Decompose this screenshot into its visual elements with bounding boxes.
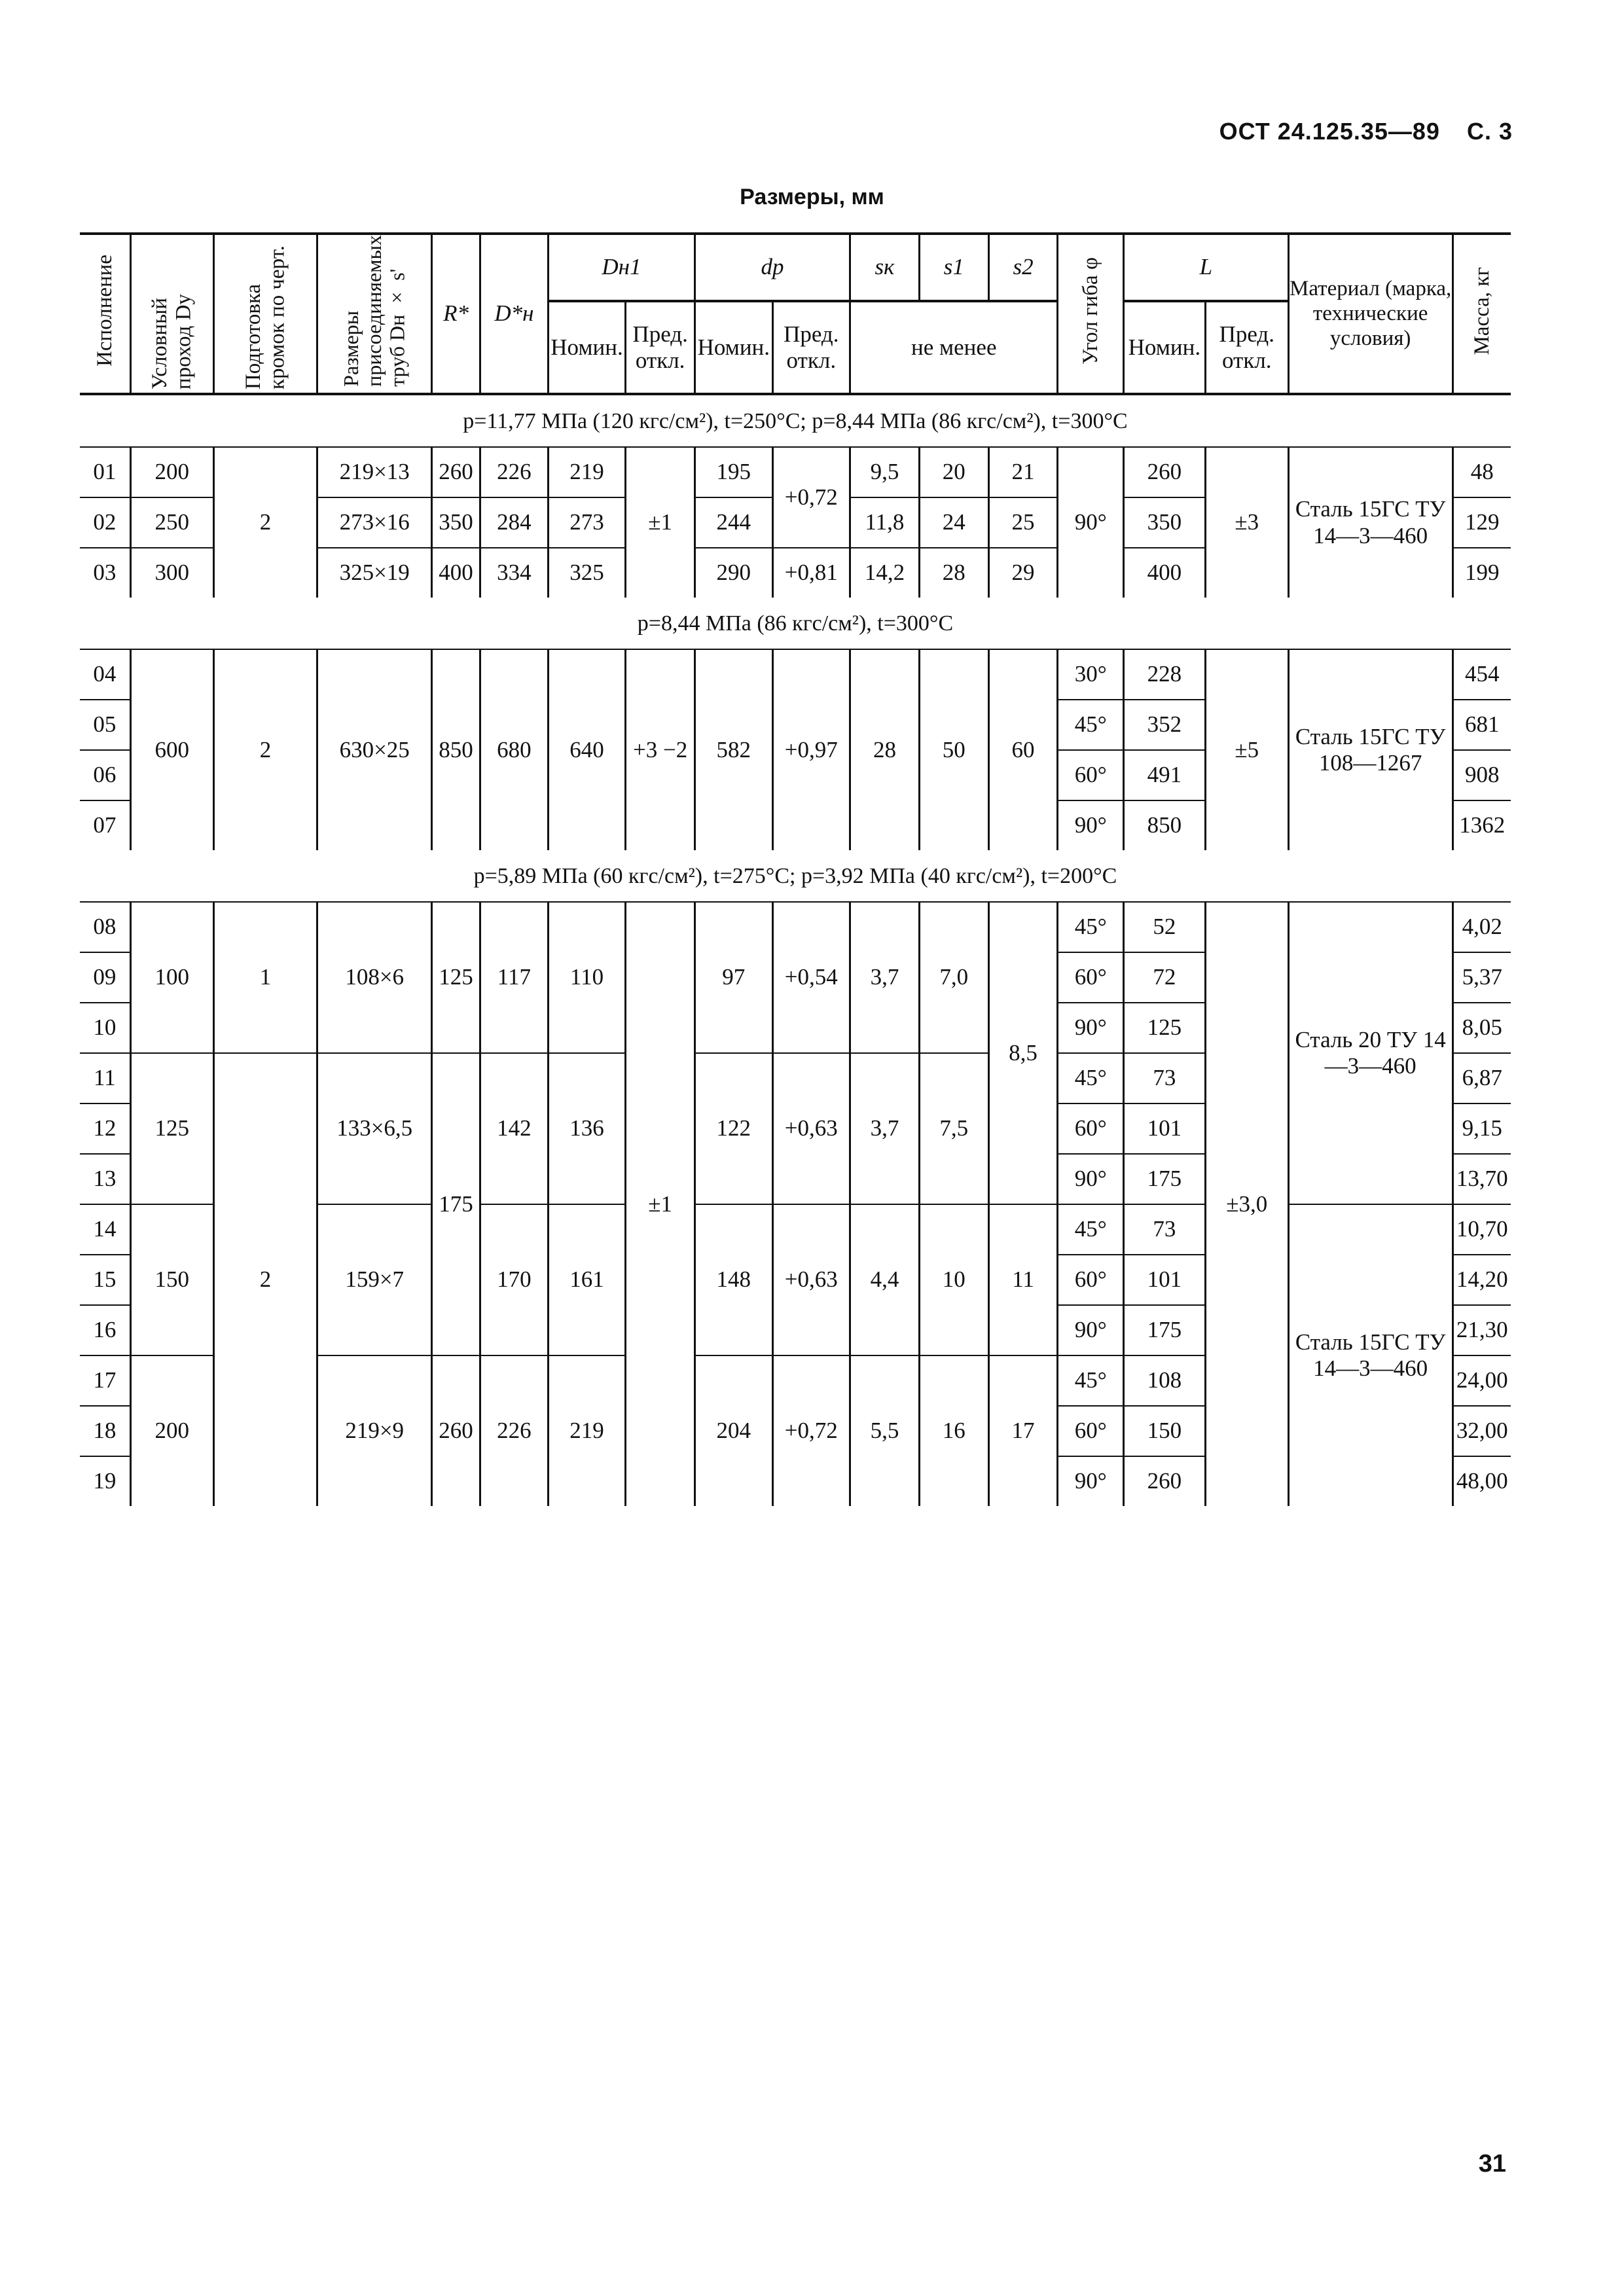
table-row: 16 xyxy=(80,1305,130,1355)
cell-dp: 204 xyxy=(695,1355,773,1506)
cell-l: 260 xyxy=(1123,1456,1205,1506)
cell-dy: 100 xyxy=(130,902,213,1053)
cell-mass: 5,37 xyxy=(1453,952,1511,1003)
cell-angle: 90° xyxy=(1058,1154,1124,1204)
cell-r: 400 xyxy=(431,548,480,598)
condition-3: p=5,89 МПа (60 кгс/см²), t=275°С; p=3,92 МПа (40 кгс/см²), t=200°С xyxy=(473,863,1117,888)
cell-dn: 170 xyxy=(480,1204,549,1355)
cell-pipe: 325×19 xyxy=(317,548,432,598)
col-dn1: Dн1 xyxy=(548,234,695,301)
table-row: 18 xyxy=(80,1406,130,1456)
cell-l: 260 xyxy=(1123,447,1205,497)
col-dp: dр xyxy=(695,234,850,301)
cell-sk: 28 xyxy=(850,649,920,850)
cell-s1: 7,5 xyxy=(919,1053,988,1204)
cell-s2: 21 xyxy=(988,447,1058,497)
cell-dn1: 219 xyxy=(548,447,626,497)
cell-mass: 1362 xyxy=(1453,800,1511,850)
cell-mass: 13,70 xyxy=(1453,1154,1511,1204)
cell-l: 491 xyxy=(1123,750,1205,800)
cell-mass: 908 xyxy=(1453,750,1511,800)
cell-l: 350 xyxy=(1123,497,1205,548)
cell-s2: 8,5 xyxy=(988,902,1058,1204)
cell-dn1: 161 xyxy=(548,1204,626,1355)
cell-dp: 582 xyxy=(695,649,773,850)
col-ugol: Угол гиба φ xyxy=(1058,234,1124,394)
cell-edge: 1 xyxy=(213,902,317,1053)
cell-material: Сталь 15ГС ТУ 14—3—460 xyxy=(1288,1204,1453,1506)
cell-dy: 300 xyxy=(130,548,213,598)
cell-mass: 199 xyxy=(1453,548,1511,598)
col-massa: Масса, кг xyxy=(1453,234,1511,394)
cell-pipe: 133×6,5 xyxy=(317,1053,432,1204)
cell-mass: 24,00 xyxy=(1453,1355,1511,1406)
table-row: 14 xyxy=(80,1204,130,1255)
cell-l: 175 xyxy=(1123,1154,1205,1204)
col-material: Материал (марка, технические условия) xyxy=(1288,234,1453,394)
cell-material: Сталь 15ГС ТУ 108—1267 xyxy=(1288,649,1453,850)
cell-dn1: 325 xyxy=(548,548,626,598)
col-razmery: Размеры присоединяемых труб Dн × s' xyxy=(317,234,432,394)
cell-s2: 25 xyxy=(988,497,1058,548)
cell-angle: 90° xyxy=(1058,800,1124,850)
doc-code: ОСТ 24.125.35—89 xyxy=(1219,118,1440,145)
col-sk: sк xyxy=(850,234,920,301)
dp-nomin: Номин. xyxy=(695,301,773,394)
table-row: 15 xyxy=(80,1255,130,1305)
cell-dp-tol: +0,72 xyxy=(772,1355,850,1506)
cell-mass: 6,87 xyxy=(1453,1053,1511,1103)
col-l: L xyxy=(1123,234,1288,301)
cell-l: 108 xyxy=(1123,1355,1205,1406)
cell-angle: 60° xyxy=(1058,750,1124,800)
cell-l: 150 xyxy=(1123,1406,1205,1456)
cell-r: 850 xyxy=(431,649,480,850)
col-dn: D*н xyxy=(480,234,549,394)
cell-dn1-tol: ±1 xyxy=(626,902,695,1506)
cell-s1: 20 xyxy=(919,447,988,497)
cell-angle: 45° xyxy=(1058,902,1124,952)
cell-dp: 148 xyxy=(695,1204,773,1355)
cell-r: 125 xyxy=(431,902,480,1053)
cell-s2: 60 xyxy=(988,649,1058,850)
table-row: 10 xyxy=(80,1003,130,1053)
cell-l: 101 xyxy=(1123,1255,1205,1305)
cell-l: 73 xyxy=(1123,1204,1205,1255)
cell-sk: 9,5 xyxy=(850,447,920,497)
cell-dp-tol: +0,63 xyxy=(772,1204,850,1355)
cell-dn: 334 xyxy=(480,548,549,598)
cell-angle: 30° xyxy=(1058,649,1124,700)
cell-dn1: 219 xyxy=(548,1355,626,1506)
cell-l: 101 xyxy=(1123,1103,1205,1154)
cell-r: 175 xyxy=(431,1053,480,1355)
cell-dp: 97 xyxy=(695,902,773,1053)
cell-l-tol: ±3 xyxy=(1205,447,1288,598)
cell-angle: 60° xyxy=(1058,1103,1124,1154)
cell-dp-tol: +0,54 xyxy=(772,902,850,1053)
cell-sk: 3,7 xyxy=(850,1053,920,1204)
cell-angle: 60° xyxy=(1058,1406,1124,1456)
cell-r: 260 xyxy=(431,1355,480,1506)
table-row: 11 xyxy=(80,1053,130,1103)
cell-pipe: 108×6 xyxy=(317,902,432,1053)
cell-dy: 200 xyxy=(130,1355,213,1506)
cell-mass: 21,30 xyxy=(1453,1305,1511,1355)
table-row: 06 xyxy=(80,750,130,800)
cell-sk: 3,7 xyxy=(850,902,920,1053)
dn1-pred: Пред. откл. xyxy=(626,301,695,394)
cell-s1: 16 xyxy=(919,1355,988,1506)
cell-mass: 129 xyxy=(1453,497,1511,548)
page-ref: С. 3 xyxy=(1466,118,1513,145)
cell-angle: 90° xyxy=(1058,1456,1124,1506)
cell-dp-tol: +0,97 xyxy=(772,649,850,850)
cell-r: 350 xyxy=(431,497,480,548)
cell-s1: 28 xyxy=(919,548,988,598)
cell-angle: 60° xyxy=(1058,1255,1124,1305)
cell-l: 352 xyxy=(1123,700,1205,750)
table-row: 13 xyxy=(80,1154,130,1204)
cell-angle: 90° xyxy=(1058,1003,1124,1053)
cell-dp-tol: +0,72 xyxy=(772,447,850,548)
table-row: 03 xyxy=(80,548,130,598)
cell-mass: 48 xyxy=(1453,447,1511,497)
cell-mass: 48,00 xyxy=(1453,1456,1511,1506)
cell-material: Сталь 20 ТУ 14—3—460 xyxy=(1288,902,1453,1204)
cell-dp-tol: +0,63 xyxy=(772,1053,850,1204)
cell-l: 175 xyxy=(1123,1305,1205,1355)
cell-s1: 10 xyxy=(919,1204,988,1355)
cell-mass: 454 xyxy=(1453,649,1511,700)
cell-l: 228 xyxy=(1123,649,1205,700)
cell-dp: 195 xyxy=(695,447,773,497)
s-ne-menee: не менее xyxy=(850,301,1058,394)
cell-angle: 60° xyxy=(1058,952,1124,1003)
cell-sk: 5,5 xyxy=(850,1355,920,1506)
cell-dy: 600 xyxy=(130,649,213,850)
cell-edge: 2 xyxy=(213,447,317,598)
cell-angle: 45° xyxy=(1058,1053,1124,1103)
cell-pipe: 630×25 xyxy=(317,649,432,850)
cell-mass: 9,15 xyxy=(1453,1103,1511,1154)
l-nomin: Номин. xyxy=(1123,301,1205,394)
cell-dn1: 110 xyxy=(548,902,626,1053)
cell-dp-tol: +0,81 xyxy=(772,548,850,598)
cell-pipe: 273×16 xyxy=(317,497,432,548)
cell-pipe: 219×9 xyxy=(317,1355,432,1506)
cell-edge: 2 xyxy=(213,649,317,850)
cell-mass: 4,02 xyxy=(1453,902,1511,952)
table-row: 17 xyxy=(80,1355,130,1406)
cell-dn1: 273 xyxy=(548,497,626,548)
table-row: 02 xyxy=(80,497,130,548)
col-podgotovka: Подготовка кромок по черт. xyxy=(213,234,317,394)
cell-dn: 226 xyxy=(480,1355,549,1506)
table-row: 01 xyxy=(80,447,130,497)
cell-sk: 4,4 xyxy=(850,1204,920,1355)
cell-r: 260 xyxy=(431,447,480,497)
cell-mass: 8,05 xyxy=(1453,1003,1511,1053)
cell-edge: 2 xyxy=(213,1053,317,1506)
table-caption: Размеры, мм xyxy=(740,185,884,209)
cell-angle: 45° xyxy=(1058,700,1124,750)
cell-l: 850 xyxy=(1123,800,1205,850)
col-s2: s2 xyxy=(988,234,1058,301)
cell-dn: 284 xyxy=(480,497,549,548)
cell-s2: 17 xyxy=(988,1355,1058,1506)
cell-s2: 11 xyxy=(988,1204,1058,1355)
cell-mass: 32,00 xyxy=(1453,1406,1511,1456)
dn1-nomin: Номин. xyxy=(548,301,626,394)
cell-pipe: 219×13 xyxy=(317,447,432,497)
cell-l-tol: ±3,0 xyxy=(1205,902,1288,1506)
table-row: 05 xyxy=(80,700,130,750)
cell-angle: 45° xyxy=(1058,1355,1124,1406)
cell-dp: 122 xyxy=(695,1053,773,1204)
cell-dp: 290 xyxy=(695,548,773,598)
cell-dy: 200 xyxy=(130,447,213,497)
cell-s1: 50 xyxy=(919,649,988,850)
table-row: 12 xyxy=(80,1103,130,1154)
table-row: 09 xyxy=(80,952,130,1003)
cell-dy: 125 xyxy=(130,1053,213,1204)
col-ispolnenie: Исполнение xyxy=(80,234,130,394)
table-row: 07 xyxy=(80,800,130,850)
cell-l: 52 xyxy=(1123,902,1205,952)
cell-angle: 90° xyxy=(1058,447,1124,598)
cell-sk: 11,8 xyxy=(850,497,920,548)
cell-sk: 14,2 xyxy=(850,548,920,598)
cell-dp: 244 xyxy=(695,497,773,548)
cell-l: 400 xyxy=(1123,548,1205,598)
cell-s2: 29 xyxy=(988,548,1058,598)
cell-dn1: 640 xyxy=(548,649,626,850)
cell-dy: 150 xyxy=(130,1204,213,1355)
table-row: 08 xyxy=(80,902,130,952)
col-uslovny: Условный проход Dу xyxy=(130,234,213,394)
cell-dn1: 136 xyxy=(548,1053,626,1204)
l-pred: Пред. откл. xyxy=(1205,301,1288,394)
dimensions-table xyxy=(80,232,1511,1506)
cell-dn: 117 xyxy=(480,902,549,1053)
col-r: R* xyxy=(431,234,480,394)
cell-material: Сталь 15ГС ТУ 14—3—460 xyxy=(1288,447,1453,598)
cell-l-tol: ±5 xyxy=(1205,649,1288,850)
cell-mass: 681 xyxy=(1453,700,1511,750)
document-header xyxy=(1200,118,1513,145)
cell-dn1-tol: ±1 xyxy=(626,447,695,598)
dp-pred: Пред. откл. xyxy=(772,301,850,394)
cell-pipe: 159×7 xyxy=(317,1204,432,1355)
cell-l: 73 xyxy=(1123,1053,1205,1103)
cell-dn: 680 xyxy=(480,649,549,850)
cell-dn: 142 xyxy=(480,1053,549,1204)
cell-angle: 90° xyxy=(1058,1305,1124,1355)
condition-2: p=8,44 МПа (86 кгс/см²), t=300°С xyxy=(637,611,954,636)
condition-1: p=11,77 МПа (120 кгс/см²), t=250°С; p=8,44 МПа (86 кгс/см²), t=300°С xyxy=(463,408,1128,433)
col-s1: s1 xyxy=(919,234,988,301)
cell-dn: 226 xyxy=(480,447,549,497)
cell-angle: 45° xyxy=(1058,1204,1124,1255)
cell-mass: 14,20 xyxy=(1453,1255,1511,1305)
cell-dn1-tol: +3 −2 xyxy=(626,649,695,850)
table-row: 04 xyxy=(80,649,130,700)
page-number: 31 xyxy=(1478,2150,1506,2178)
cell-mass: 10,70 xyxy=(1453,1204,1511,1255)
cell-dy: 250 xyxy=(130,497,213,548)
table-row: 19 xyxy=(80,1456,130,1506)
cell-s1: 24 xyxy=(919,497,988,548)
cell-l: 125 xyxy=(1123,1003,1205,1053)
cell-s1: 7,0 xyxy=(919,902,988,1053)
cell-l: 72 xyxy=(1123,952,1205,1003)
